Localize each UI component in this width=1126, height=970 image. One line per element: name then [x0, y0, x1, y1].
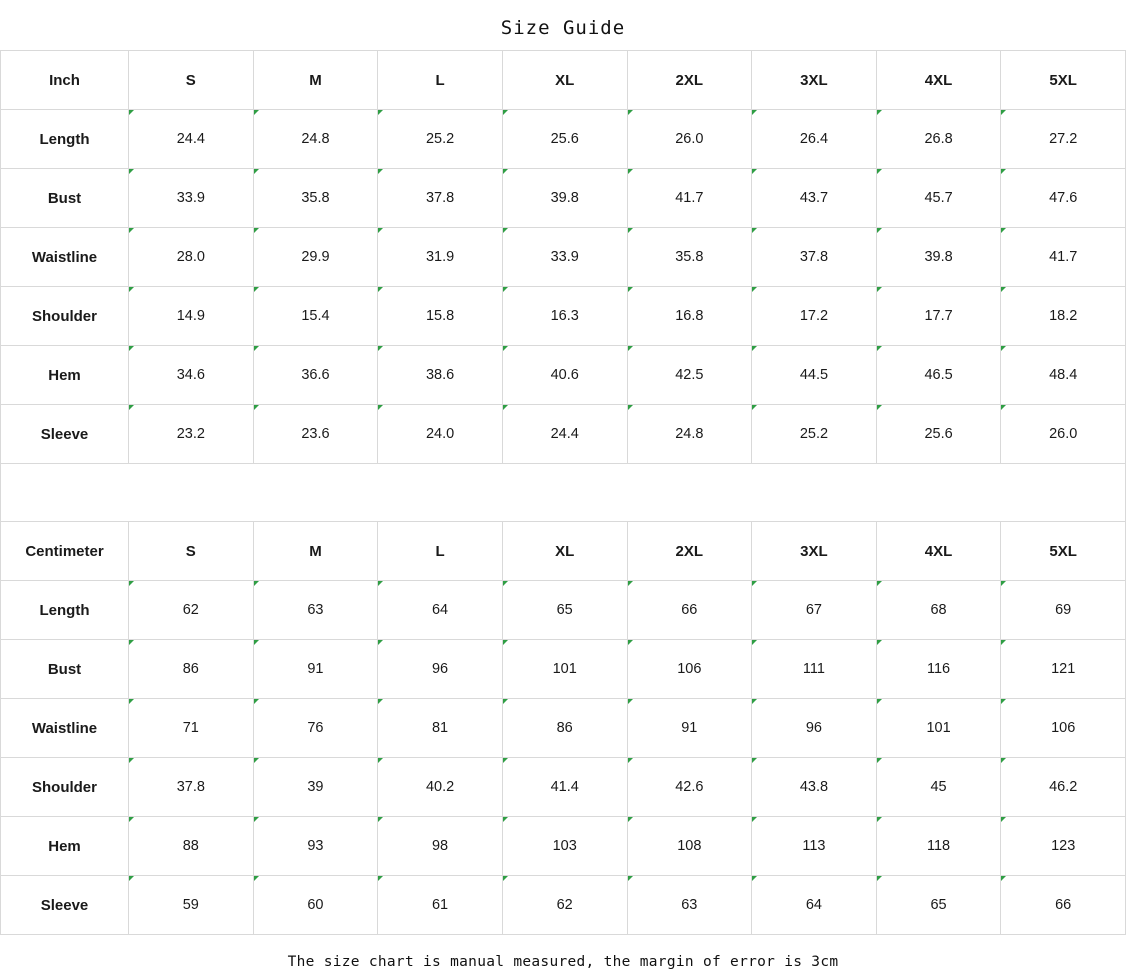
- measurement-cell: 101: [502, 640, 627, 699]
- measurement-cell: 27.2: [1001, 110, 1126, 169]
- measurement-cell: 91: [253, 640, 378, 699]
- measurement-cell: 88: [129, 817, 254, 876]
- measurement-cell: 111: [752, 640, 877, 699]
- column-header-xl: XL: [502, 51, 627, 110]
- column-header-xl: XL: [502, 522, 627, 581]
- centimeter-table-body: [1, 522, 1126, 935]
- row-label-length: Length: [1, 581, 129, 640]
- measurement-cell: 37.8: [129, 758, 254, 817]
- measurement-cell: 45: [876, 758, 1001, 817]
- measurement-cell: 60: [253, 876, 378, 935]
- column-header-2xl: 2XL: [627, 51, 752, 110]
- measurement-cell: 106: [627, 640, 752, 699]
- column-header-4xl: 4XL: [876, 522, 1001, 581]
- unit-label-cell: Inch: [1, 51, 129, 110]
- measurement-cell: 40.6: [502, 346, 627, 405]
- measurement-cell: 81: [378, 699, 503, 758]
- measurement-cell: 118: [876, 817, 1001, 876]
- measurement-cell: 44.5: [752, 346, 877, 405]
- table-row: [1, 758, 1126, 817]
- column-header-s: S: [129, 522, 254, 581]
- measurement-cell: 35.8: [627, 228, 752, 287]
- row-label-bust: Bust: [1, 169, 129, 228]
- measurement-cell: 18.2: [1001, 287, 1126, 346]
- column-header-3xl: 3XL: [752, 51, 877, 110]
- measurement-cell: 25.2: [378, 110, 503, 169]
- measurement-cell: 23.6: [253, 405, 378, 464]
- measurement-cell: 69: [1001, 581, 1126, 640]
- measurement-cell: 38.6: [378, 346, 503, 405]
- column-header-2xl: 2XL: [627, 522, 752, 581]
- measurement-cell: 108: [627, 817, 752, 876]
- column-header-l: L: [378, 51, 503, 110]
- column-header-5xl: 5XL: [1001, 51, 1126, 110]
- table-row: [1, 405, 1126, 464]
- measurement-cell: 113: [752, 817, 877, 876]
- measurement-cell: 62: [129, 581, 254, 640]
- measurement-cell: 47.6: [1001, 169, 1126, 228]
- row-label-bust: Bust: [1, 640, 129, 699]
- table-row: [1, 817, 1126, 876]
- measurement-cell: 101: [876, 699, 1001, 758]
- row-label-waistline: Waistline: [1, 228, 129, 287]
- column-header-3xl: 3XL: [752, 522, 877, 581]
- measurement-cell: 15.8: [378, 287, 503, 346]
- measurement-cell: 24.4: [502, 405, 627, 464]
- measurement-cell: 39.8: [876, 228, 1001, 287]
- table-row: [1, 640, 1126, 699]
- column-header-5xl: 5XL: [1001, 522, 1126, 581]
- measurement-cell: 33.9: [129, 169, 254, 228]
- measurement-cell: 36.6: [253, 346, 378, 405]
- measurement-cell: 14.9: [129, 287, 254, 346]
- inch-size-table: [0, 50, 1126, 464]
- centimeter-table-container: [0, 521, 1126, 935]
- measurement-cell: 37.8: [752, 228, 877, 287]
- measurement-cell: 43.7: [752, 169, 877, 228]
- measurement-cell: 26.8: [876, 110, 1001, 169]
- measurement-cell: 76: [253, 699, 378, 758]
- table-row: [1, 169, 1126, 228]
- table-row: [1, 699, 1126, 758]
- measurement-cell: 66: [627, 581, 752, 640]
- measurement-cell: 62: [502, 876, 627, 935]
- column-header-s: S: [129, 51, 254, 110]
- table-row: [1, 581, 1126, 640]
- measurement-cell: 41.4: [502, 758, 627, 817]
- page-title: Size Guide: [500, 17, 626, 39]
- measurement-cell: 86: [129, 640, 254, 699]
- measurement-cell: 123: [1001, 817, 1126, 876]
- measurement-cell: 64: [752, 876, 877, 935]
- unit-label-cell: Centimeter: [1, 522, 129, 581]
- measurement-cell: 26.4: [752, 110, 877, 169]
- measurement-cell: 24.8: [253, 110, 378, 169]
- measurement-cell: 37.8: [378, 169, 503, 228]
- centimeter-size-table: [0, 521, 1126, 935]
- measurement-cell: 96: [378, 640, 503, 699]
- measurement-cell: 39.8: [502, 169, 627, 228]
- measurement-cell: 121: [1001, 640, 1126, 699]
- measurement-cell: 45.7: [876, 169, 1001, 228]
- measurement-cell: 41.7: [627, 169, 752, 228]
- measurement-cell: 63: [253, 581, 378, 640]
- measurement-cell: 26.0: [1001, 405, 1126, 464]
- measurement-cell: 16.3: [502, 287, 627, 346]
- row-label-hem: Hem: [1, 817, 129, 876]
- row-label-sleeve: Sleeve: [1, 876, 129, 935]
- row-label-sleeve: Sleeve: [1, 405, 129, 464]
- measurement-cell: 39: [253, 758, 378, 817]
- measurement-cell: 25.6: [876, 405, 1001, 464]
- measurement-cell: 66: [1001, 876, 1126, 935]
- measurement-cell: 16.8: [627, 287, 752, 346]
- measurement-cell: 67: [752, 581, 877, 640]
- measurement-cell: 26.0: [627, 110, 752, 169]
- measurement-cell: 98: [378, 817, 503, 876]
- measurement-cell: 68: [876, 581, 1001, 640]
- table-row: [1, 876, 1126, 935]
- measurement-cell: 96: [752, 699, 877, 758]
- measurement-disclaimer: The size chart is manual measured, the margin of error is 3cm: [287, 954, 839, 970]
- column-header-4xl: 4XL: [876, 51, 1001, 110]
- measurement-cell: 24.0: [378, 405, 503, 464]
- table-row: [1, 346, 1126, 405]
- measurement-cell: 34.6: [129, 346, 254, 405]
- column-header-l: L: [378, 522, 503, 581]
- row-label-hem: Hem: [1, 346, 129, 405]
- row-label-length: Length: [1, 110, 129, 169]
- measurement-cell: 48.4: [1001, 346, 1126, 405]
- measurement-cell: 42.6: [627, 758, 752, 817]
- row-label-waistline: Waistline: [1, 699, 129, 758]
- inch-table-container: [0, 50, 1126, 464]
- table-gap-row: [0, 464, 1126, 521]
- measurement-cell: 41.7: [1001, 228, 1126, 287]
- measurement-cell: 33.9: [502, 228, 627, 287]
- measurement-cell: 65: [876, 876, 1001, 935]
- measurement-cell: 31.9: [378, 228, 503, 287]
- measurement-cell: 91: [627, 699, 752, 758]
- measurement-cell: 42.5: [627, 346, 752, 405]
- measurement-cell: 17.2: [752, 287, 877, 346]
- inch-table-body: [1, 51, 1126, 464]
- row-label-shoulder: Shoulder: [1, 758, 129, 817]
- measurement-cell: 103: [502, 817, 627, 876]
- table-row: [1, 228, 1126, 287]
- measurement-cell: 24.4: [129, 110, 254, 169]
- table-row: [1, 287, 1126, 346]
- measurement-cell: 64: [378, 581, 503, 640]
- measurement-cell: 24.8: [627, 405, 752, 464]
- measurement-cell: 15.4: [253, 287, 378, 346]
- measurement-cell: 17.7: [876, 287, 1001, 346]
- measurement-cell: 35.8: [253, 169, 378, 228]
- table-row: [1, 110, 1126, 169]
- measurement-cell: 59: [129, 876, 254, 935]
- table-header-row: [1, 51, 1126, 110]
- measurement-cell: 86: [502, 699, 627, 758]
- measurement-cell: 93: [253, 817, 378, 876]
- row-label-shoulder: Shoulder: [1, 287, 129, 346]
- measurement-cell: 46.5: [876, 346, 1001, 405]
- measurement-cell: 23.2: [129, 405, 254, 464]
- measurement-cell: 40.2: [378, 758, 503, 817]
- column-header-m: M: [253, 522, 378, 581]
- measurement-cell: 46.2: [1001, 758, 1126, 817]
- measurement-cell: 25.6: [502, 110, 627, 169]
- measurement-cell: 25.2: [752, 405, 877, 464]
- column-header-m: M: [253, 51, 378, 110]
- measurement-cell: 116: [876, 640, 1001, 699]
- measurement-cell: 65: [502, 581, 627, 640]
- measurement-cell: 28.0: [129, 228, 254, 287]
- measurement-cell: 63: [627, 876, 752, 935]
- measurement-cell: 61: [378, 876, 503, 935]
- measurement-cell: 106: [1001, 699, 1126, 758]
- measurement-cell: 29.9: [253, 228, 378, 287]
- table-header-row: [1, 522, 1126, 581]
- measurement-cell: 43.8: [752, 758, 877, 817]
- measurement-cell: 71: [129, 699, 254, 758]
